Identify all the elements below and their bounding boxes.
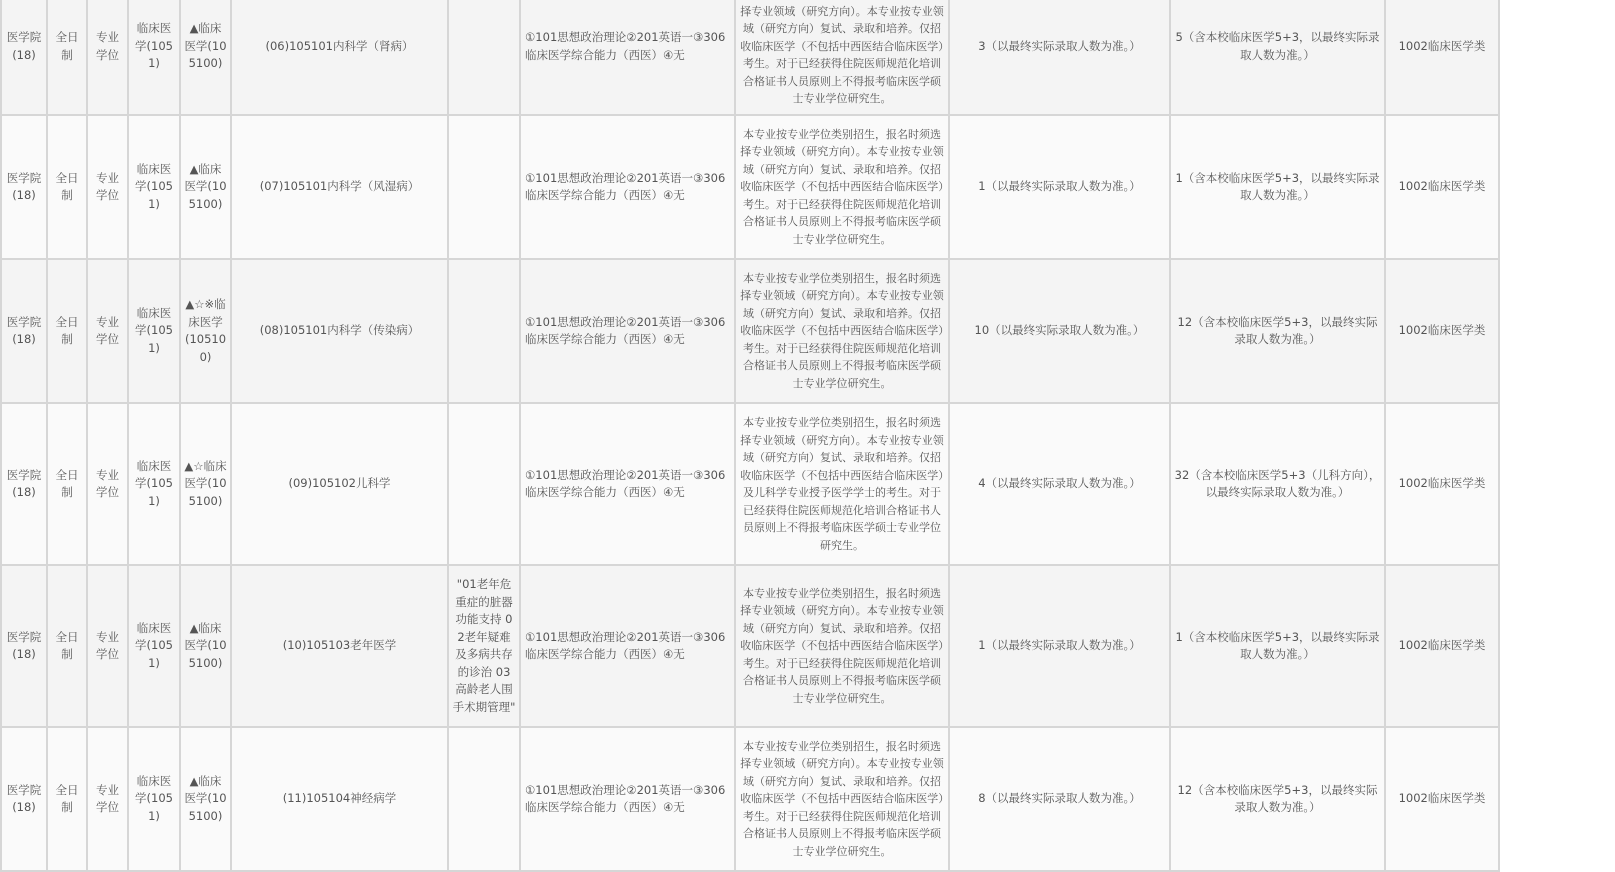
study-mode-cell: 全日制: [47, 259, 87, 403]
remarks-cell: 本专业按专业学位类别招生，报名时须选择专业领域（研究方向）。本专业按专业领域（研究方向）复试、录取和培养。仅招收临床医学（不包括中西医结合临床医学）考生。对于已经获得住院医师规范化培训合格证书人员原则上不得报考临床医学硕士专业学位研究生。: [735, 115, 949, 259]
degree-type-cell: 专业学位: [87, 403, 128, 565]
plan-count-cell: 3（以最终实际录取人数为准。）: [949, 0, 1170, 115]
degree-type-cell: 专业学位: [87, 259, 128, 403]
major-cell: ▲临床医学(105100): [180, 115, 231, 259]
college-cell: 医学院(18): [1, 403, 47, 565]
recommended-count-cell: 5（含本校临床医学5+3，以最终实际录取人数为准。）: [1170, 0, 1385, 115]
exam-subjects-cell: ①101思想政治理论②201英语一③306临床医学综合能力（西医）④无: [520, 403, 735, 565]
college-cell: 医学院(18): [1, 727, 47, 871]
exam-subjects-cell: ①101思想政治理论②201英语一③306临床医学综合能力（西医）④无: [520, 259, 735, 403]
study-mode-cell: 全日制: [47, 115, 87, 259]
remarks-cell: 择专业领域（研究方向）。本专业按专业领域（研究方向）复试、录取和培养。仅招收临床医学（不包括中西医结合临床医学）考生。对于已经获得住院医师规范化培训合格证书人员原则上不得报考临床医学硕士专业学位研究生。: [735, 0, 949, 115]
table-row: [1, 565, 1499, 727]
research-direction-cell: (11)105104神经病学: [231, 727, 448, 871]
degree-category-cell: 临床医学(1051): [128, 115, 180, 259]
degree-category-cell: 临床医学(1051): [128, 727, 180, 871]
study-mode-cell: 全日制: [47, 0, 87, 115]
major-cell: ▲☆临床医学(105100): [180, 403, 231, 565]
college-cell: 医学院(18): [1, 0, 47, 115]
degree-type-cell: 专业学位: [87, 727, 128, 871]
degree-category-cell: 临床医学(1051): [128, 565, 180, 727]
table-row: [1, 259, 1499, 403]
major-cell: ▲临床医学(105100): [180, 0, 231, 115]
recommended-count-cell: 32（含本校临床医学5+3（儿科方向），以最终实际录取人数为准。）: [1170, 403, 1385, 565]
plan-count-cell: 8（以最终实际录取人数为准。）: [949, 727, 1170, 871]
focus-cell: "01老年危重症的脏器功能支持 02老年疑难及多病共存的诊治 03高龄老人围手术期管理": [448, 565, 520, 727]
college-cell: 医学院(18): [1, 115, 47, 259]
table-row: [1, 115, 1499, 259]
recommended-count-cell: 12（含本校临床医学5+3，以最终实际录取人数为准。）: [1170, 727, 1385, 871]
remarks-cell: 本专业按专业学位类别招生，报名时须选择专业领域（研究方向）。本专业按专业领域（研究方向）复试、录取和培养。仅招收临床医学（不包括中西医结合临床医学）考生。对于已经获得住院医师规范化培训合格证书人员原则上不得报考临床医学硕士专业学位研究生。: [735, 565, 949, 727]
college-cell: 医学院(18): [1, 259, 47, 403]
exam-subjects-cell: ①101思想政治理论②201英语一③306临床医学综合能力（西医）④无: [520, 565, 735, 727]
degree-category-cell: 临床医学(1051): [128, 0, 180, 115]
research-direction-cell: (09)105102儿科学: [231, 403, 448, 565]
discipline-class-cell: 1002临床医学类: [1385, 403, 1499, 565]
major-cell: ▲临床医学(105100): [180, 727, 231, 871]
plan-count-cell: 1（以最终实际录取人数为准。）: [949, 565, 1170, 727]
major-cell: ▲临床医学(105100): [180, 565, 231, 727]
exam-subjects-cell: ①101思想政治理论②201英语一③306临床医学综合能力（西医）④无: [520, 115, 735, 259]
plan-count-cell: 10（以最终实际录取人数为准。）: [949, 259, 1170, 403]
recommended-count-cell: 12（含本校临床医学5+3，以最终实际录取人数为准。）: [1170, 259, 1385, 403]
table-row: [1, 0, 1499, 115]
college-cell: 医学院(18): [1, 565, 47, 727]
focus-cell: [448, 259, 520, 403]
research-direction-cell: (08)105101内科学（传染病）: [231, 259, 448, 403]
remarks-cell: 本专业按专业学位类别招生，报名时须选择专业领域（研究方向）。本专业按专业领域（研究方向）复试、录取和培养。仅招收临床医学（不包括中西医结合临床医学）考生。对于已经获得住院医师规范化培训合格证书人员原则上不得报考临床医学硕士专业学位研究生。: [735, 259, 949, 403]
degree-type-cell: 专业学位: [87, 565, 128, 727]
discipline-class-cell: 1002临床医学类: [1385, 727, 1499, 871]
research-direction-cell: (06)105101内科学（肾病）: [231, 0, 448, 115]
research-direction-cell: (07)105101内科学（风湿病）: [231, 115, 448, 259]
discipline-class-cell: 1002临床医学类: [1385, 115, 1499, 259]
study-mode-cell: 全日制: [47, 565, 87, 727]
degree-category-cell: 临床医学(1051): [128, 259, 180, 403]
recommended-count-cell: 1（含本校临床医学5+3，以最终实际录取人数为准。）: [1170, 565, 1385, 727]
study-mode-cell: 全日制: [47, 727, 87, 871]
remarks-cell: 本专业按专业学位类别招生，报名时须选择专业领域（研究方向）。本专业按专业领域（研究方向）复试、录取和培养。仅招收临床医学（不包括中西医结合临床医学）考生。对于已经获得住院医师规范化培训合格证书人员原则上不得报考临床医学硕士专业学位研究生。: [735, 727, 949, 871]
research-direction-cell: (10)105103老年医学: [231, 565, 448, 727]
degree-type-cell: 专业学位: [87, 115, 128, 259]
focus-cell: [448, 727, 520, 871]
discipline-class-cell: 1002临床医学类: [1385, 0, 1499, 115]
plan-count-cell: 4（以最终实际录取人数为准。）: [949, 403, 1170, 565]
exam-subjects-cell: ①101思想政治理论②201英语一③306临床医学综合能力（西医）④无: [520, 0, 735, 115]
focus-cell: [448, 0, 520, 115]
discipline-class-cell: 1002临床医学类: [1385, 565, 1499, 727]
table-row: [1, 727, 1499, 871]
focus-cell: [448, 115, 520, 259]
discipline-class-cell: 1002临床医学类: [1385, 259, 1499, 403]
degree-type-cell: 专业学位: [87, 0, 128, 115]
recommended-count-cell: 1（含本校临床医学5+3，以最终实际录取人数为准。）: [1170, 115, 1385, 259]
major-cell: ▲☆※临床医学(105100): [180, 259, 231, 403]
table-row: [1, 403, 1499, 565]
remarks-cell: 本专业按专业学位类别招生，报名时须选择专业领域（研究方向）。本专业按专业领域（研究方向）复试、录取和培养。仅招收临床医学（不包括中西医结合临床医学）及儿科学专业授予医学学士的考生。对于已经获得住院医师规范化培训合格证书人员原则上不得报考临床医学硕士专业学位研究生。: [735, 403, 949, 565]
focus-cell: [448, 403, 520, 565]
plan-count-cell: 1（以最终实际录取人数为准。）: [949, 115, 1170, 259]
study-mode-cell: 全日制: [47, 403, 87, 565]
degree-category-cell: 临床医学(1051): [128, 403, 180, 565]
exam-subjects-cell: ①101思想政治理论②201英语一③306临床医学综合能力（西医）④无: [520, 727, 735, 871]
